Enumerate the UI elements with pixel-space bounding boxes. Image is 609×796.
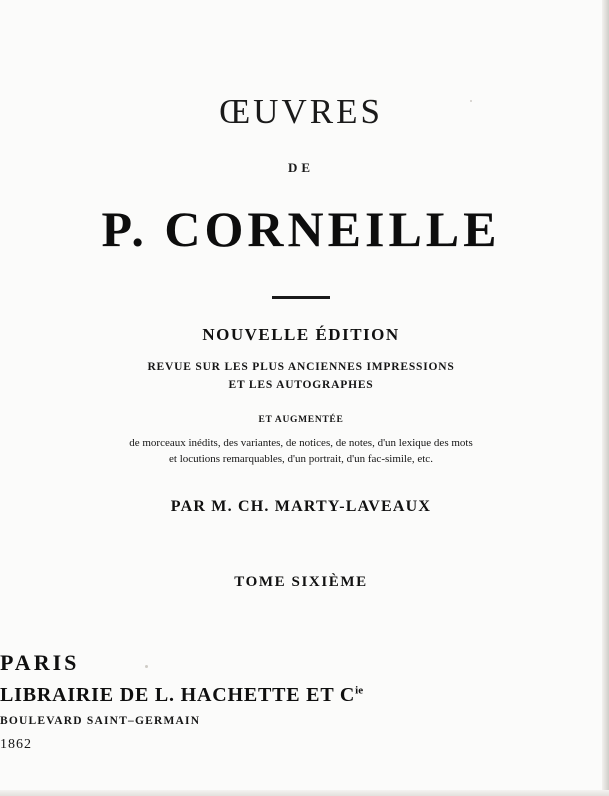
author-name: P. CORNEILLE (101, 201, 501, 257)
edition-statement: NOUVELLE ÉDITION (202, 325, 400, 344)
contents-line-2: et locutions remarquables, d'un portrait, d'un fac-simile, etc. (169, 453, 433, 466)
editor-statement: PAR M. CH. MARTY-LAVEAUX (170, 497, 432, 515)
publisher-address: BOULEVARD SAINT–GERMAIN (0, 715, 201, 727)
contents-statement (0, 435, 602, 468)
volume-statement: TOME SIXIÈME (234, 573, 368, 590)
imprint-block (0, 650, 602, 753)
publication-city: PARIS (0, 650, 80, 675)
page-edge-right (602, 0, 609, 796)
revision-line-2: ET LES AUTOGRAPHES (228, 378, 374, 391)
contents-line-1: de morceaux inédits, des variantes, de notices, de notes, d'un lexique des mots (129, 436, 473, 449)
augmented-statement: ET AUGMENTÉE (258, 414, 344, 425)
page-edge-bottom (0, 790, 609, 796)
preposition-de: DE (287, 160, 315, 175)
publication-year: 1862 (0, 737, 32, 752)
publisher-name (0, 684, 602, 707)
publisher-text: LIBRAIRIE DE L. HACHETTE ET C (0, 684, 356, 706)
revision-line-1: REVUE SUR LES PLUS ANCIENNES IMPRESSIONS (147, 361, 455, 373)
revision-statement (0, 359, 602, 395)
work-title: ŒUVRES (219, 92, 383, 131)
divider-rule (272, 296, 330, 299)
publisher-suffix: ie (355, 684, 364, 697)
